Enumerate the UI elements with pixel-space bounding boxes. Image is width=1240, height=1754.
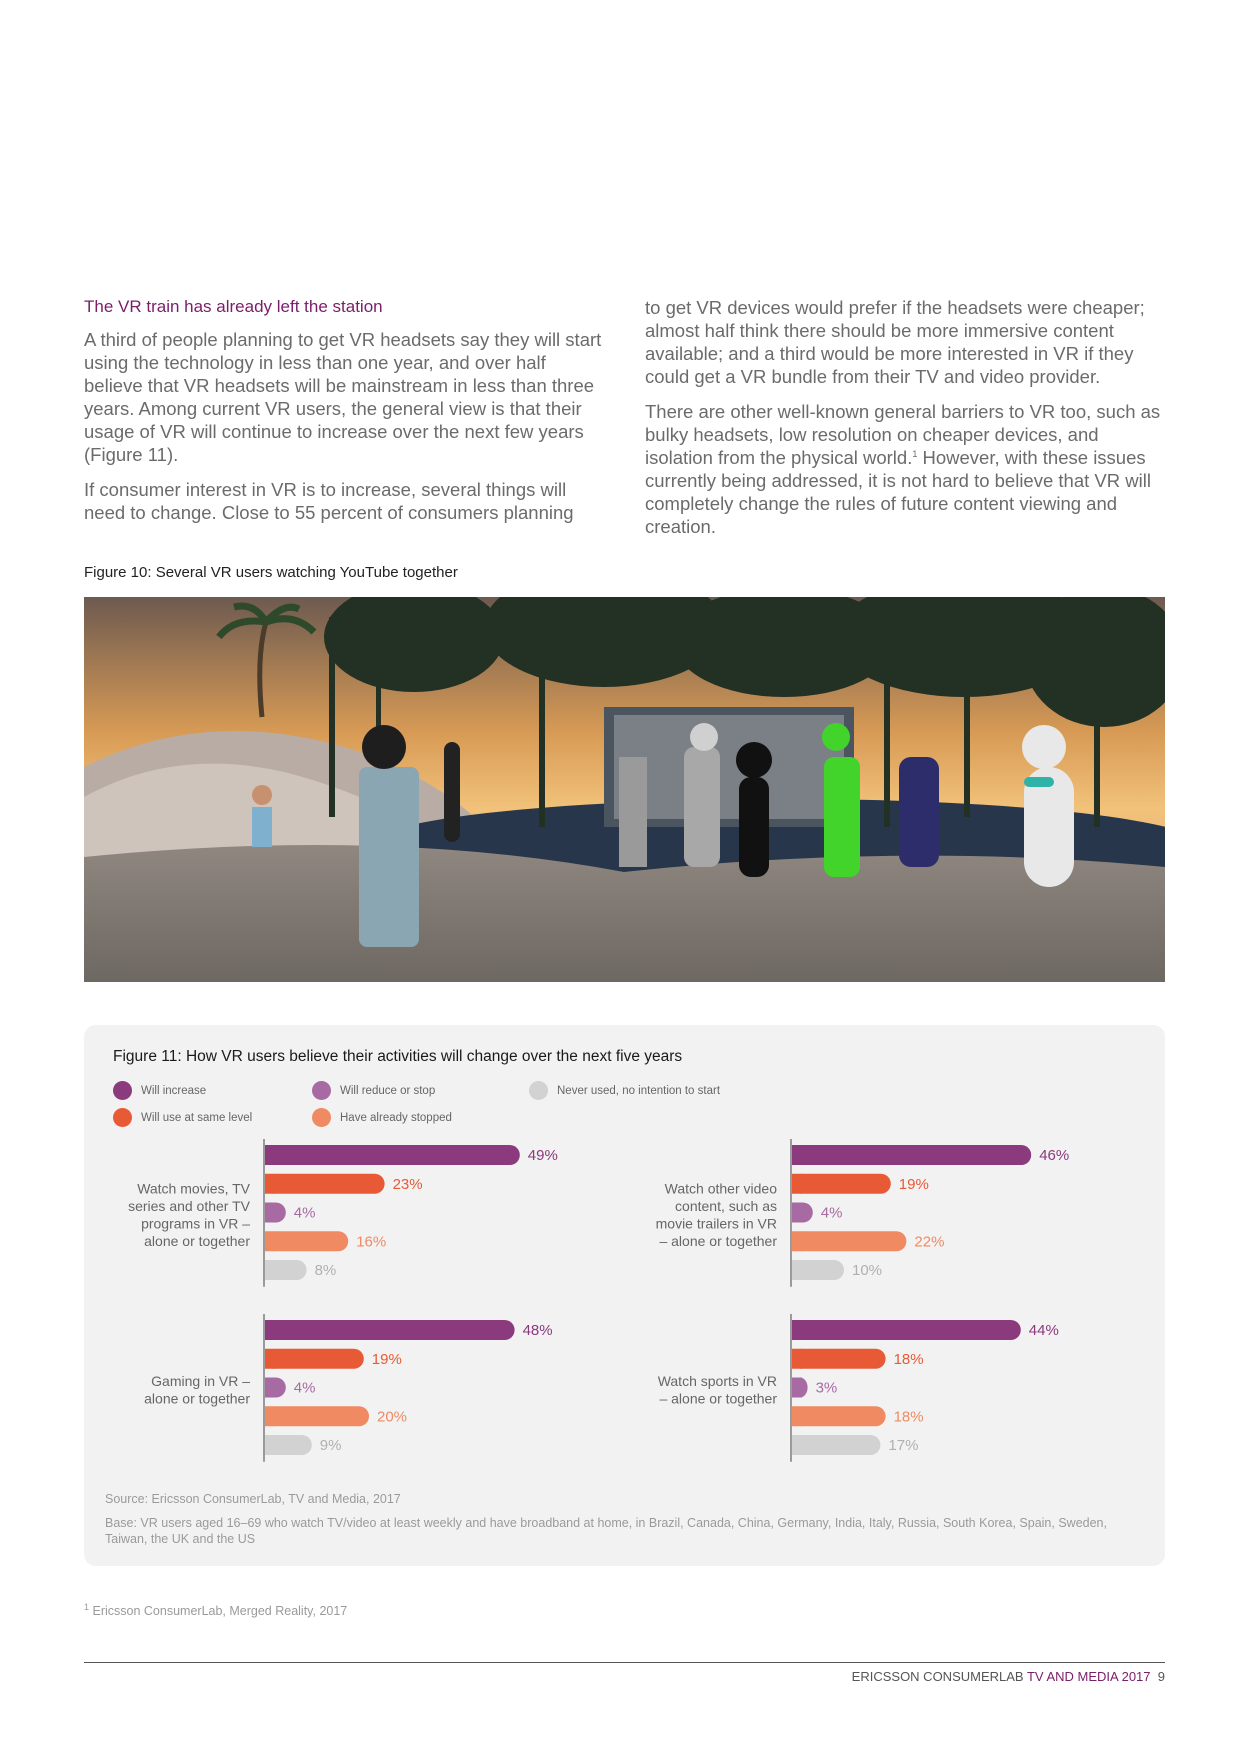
paragraph: A third of people planning to get VR headsets say they will start using the technology in less than one year, and over half believe that VR headsets will be mainstream in less than three years. Among current VR users, the general view is that their usage of VR will continue to increase over the next few years (Figure 11). <box>84 329 602 465</box>
data-label: 22% <box>914 1233 945 1251</box>
data-label: 19% <box>898 1175 929 1193</box>
bar-edge <box>792 1145 802 1165</box>
data-label: 18% <box>893 1350 924 1368</box>
data-label: 16% <box>356 1233 387 1251</box>
bar-1-2 <box>265 1174 385 1194</box>
bar-edge <box>792 1435 802 1455</box>
bar-edge <box>792 1231 802 1251</box>
chart-base-note: Base: VR users aged 16–69 who watch TV/video at least weekly and have broadband at home, in Brazil, Canada, China, Germany, India, Italy, Russia, South Korea, Spain, Sweden, Taiwan, the UK and the US <box>105 1516 1107 1546</box>
category-label: programs in VR – <box>141 1215 250 1232</box>
data-label: 23% <box>392 1175 423 1193</box>
bar-4-4 <box>792 1406 886 1426</box>
legend-label: Have already stopped <box>340 1111 452 1124</box>
bar-edge <box>265 1231 275 1251</box>
page-footer <box>852 1669 1165 1684</box>
bar-edge <box>265 1378 275 1398</box>
article-right-column <box>645 296 1167 550</box>
bar-edge <box>792 1260 802 1280</box>
bar-edge <box>265 1406 275 1426</box>
section-heading: The VR train has already left the station <box>84 297 383 316</box>
footer-rule <box>84 1662 1165 1663</box>
data-label: 19% <box>371 1350 402 1368</box>
bar-2-4 <box>792 1231 906 1251</box>
figure-11-chart <box>84 1025 1165 1566</box>
category-label: movie trailers in VR <box>655 1215 777 1232</box>
footnote-mark: 1 <box>84 1601 90 1612</box>
category-label: alone or together <box>144 1390 250 1407</box>
bar-edge <box>265 1203 275 1223</box>
bar-edge <box>265 1260 275 1280</box>
data-label: 4% <box>293 1379 316 1397</box>
category-label: content, such as <box>675 1198 777 1215</box>
paragraph <box>645 400 1167 538</box>
legend-label: Will increase <box>141 1084 207 1097</box>
footnote-text: Ericsson ConsumerLab, Merged Reality, 2017 <box>92 1604 348 1618</box>
bar-edge <box>792 1320 802 1340</box>
bar-1-1 <box>265 1145 520 1165</box>
chart-title: Figure 11: How VR users believe their activities will change over the next five years <box>113 1048 683 1065</box>
category-label: series and other TV <box>128 1198 250 1215</box>
bar-3-2 <box>265 1349 364 1369</box>
page-number: 9 <box>1157 1669 1165 1684</box>
data-label: 49% <box>527 1147 558 1164</box>
data-label: 10% <box>852 1262 883 1279</box>
paragraph: If consumer interest in VR is to increase, several things will need to change. Close to 55 percent of consumers planning <box>84 479 574 523</box>
bar-edge <box>265 1435 275 1455</box>
legend-label: Will use at same level <box>141 1111 253 1124</box>
bar-4-5 <box>792 1435 880 1455</box>
category-label: Gaming in VR – <box>151 1373 250 1390</box>
category-label: – alone or together <box>659 1233 777 1250</box>
category-label: – alone or together <box>659 1390 777 1407</box>
bar-edge <box>265 1145 275 1165</box>
category-label: Watch movies, TV <box>137 1180 250 1197</box>
bar-3-1 <box>265 1320 515 1340</box>
chart-source: Source: Ericsson ConsumerLab, TV and Media, 2017 <box>105 1492 401 1506</box>
bar-3-4 <box>265 1406 369 1426</box>
bar-edge <box>792 1406 802 1426</box>
data-label: 46% <box>1039 1147 1070 1164</box>
bar-2-2 <box>792 1174 891 1194</box>
bar-chart-plot <box>84 1025 1165 1566</box>
paragraph-text: However, with these issues currently being addressed, it is not hard to believe that VR will completely change the rules of future content viewing and creation. <box>645 447 1151 537</box>
paragraph: to get VR devices would prefer if the headsets were cheaper; almost half think there should be more immersive content available; and a third would be more interested in VR if they could get a VR bundle from their TV and video provider. <box>645 297 1145 387</box>
category-label: Watch sports in VR <box>657 1373 777 1390</box>
legend-label: Never used, no intention to start <box>557 1084 721 1097</box>
data-label: 44% <box>1028 1322 1059 1339</box>
bar-edge <box>265 1349 275 1369</box>
bar-1-4 <box>265 1231 348 1251</box>
vr-scene-illustration <box>84 597 1165 982</box>
bar-edge <box>792 1174 802 1194</box>
data-label: 48% <box>522 1322 553 1339</box>
category-label: Watch other video <box>664 1180 777 1197</box>
data-label: 18% <box>893 1408 924 1426</box>
data-label: 8% <box>314 1262 337 1279</box>
bar-edge <box>792 1203 802 1223</box>
data-label: 20% <box>377 1408 408 1426</box>
paragraph-text: There are other well-known general barriers to VR too, such as bulky headsets, low resolution on cheaper devices, and isolation from the physical world. <box>645 401 1161 468</box>
bar-4-1 <box>792 1320 1021 1340</box>
data-label: 3% <box>815 1379 838 1397</box>
figure-10-caption: Figure 10: Several VR users watching YouTube together <box>84 564 458 581</box>
data-label: 4% <box>820 1204 843 1222</box>
footer-brand: ERICSSON CONSUMERLAB <box>851 1669 1027 1684</box>
data-label: 17% <box>888 1437 919 1454</box>
article-left-column <box>84 296 606 536</box>
bar-4-2 <box>792 1349 886 1369</box>
bar-edge <box>792 1378 802 1398</box>
bar-edge <box>265 1174 275 1194</box>
footnote-ref[interactable]: 1 <box>912 448 918 459</box>
data-label: 4% <box>293 1204 316 1222</box>
bar-2-1 <box>792 1145 1031 1165</box>
bar-edge <box>265 1320 275 1340</box>
bar-edge <box>792 1349 802 1369</box>
category-label: alone or together <box>144 1233 250 1250</box>
legend-label: Will reduce or stop <box>340 1084 436 1097</box>
data-label: 9% <box>319 1437 342 1454</box>
vr-scene-photo <box>84 597 1165 982</box>
footnote <box>84 1601 348 1618</box>
footer-title: TV AND MEDIA 2017 <box>1026 1669 1151 1684</box>
